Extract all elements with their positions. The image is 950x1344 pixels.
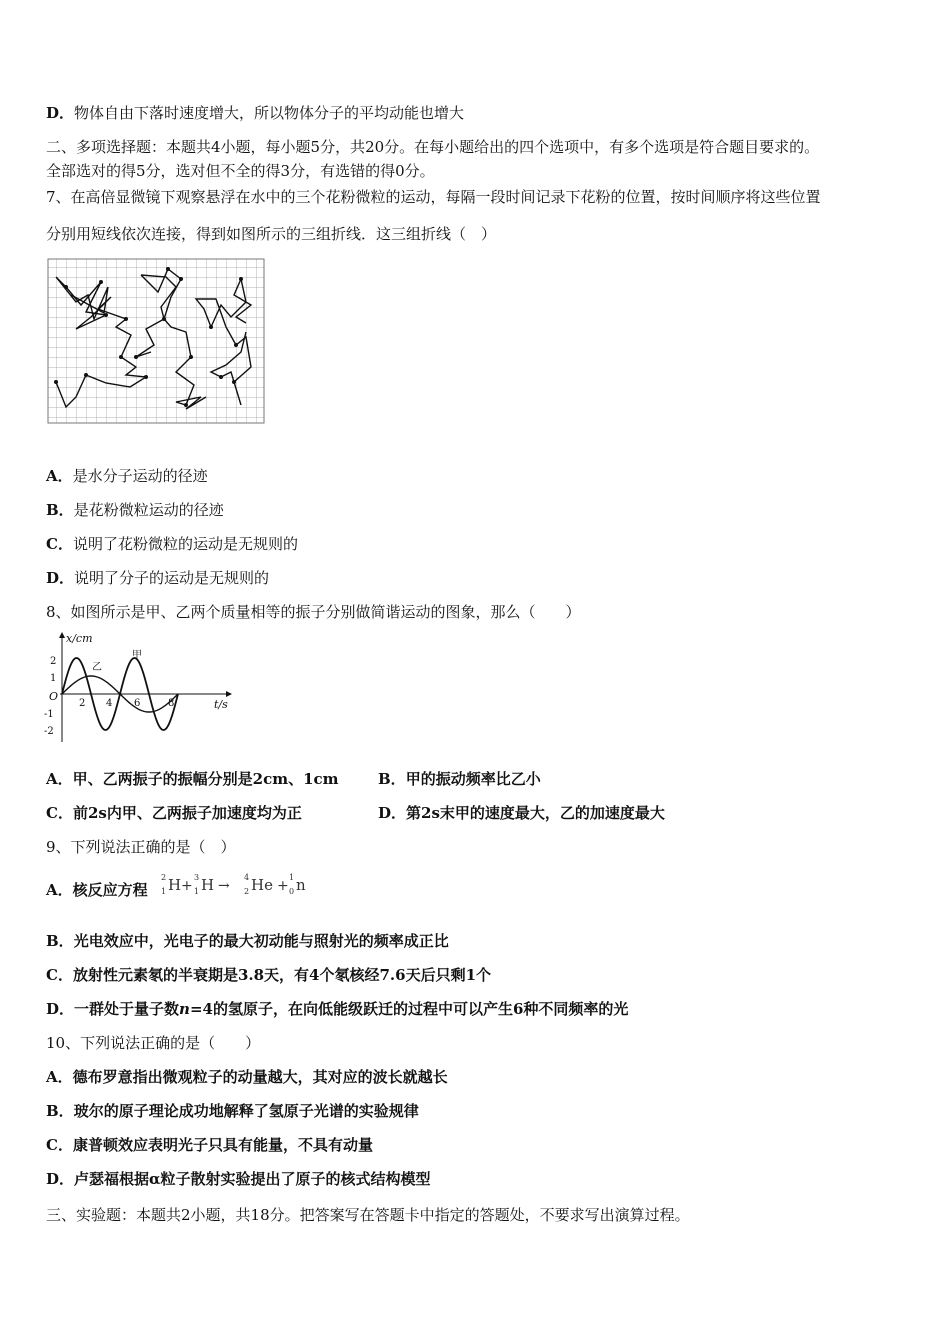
plus-sign: + xyxy=(277,878,289,894)
atomic-number: 0 xyxy=(289,887,295,896)
mass-number: 3 xyxy=(194,873,200,882)
q6-option-d xyxy=(46,103,464,123)
option-label: D． xyxy=(46,569,75,587)
y-tick-label: 2 xyxy=(50,656,57,667)
q9-option-b[interactable] xyxy=(46,931,449,951)
option-label: B． xyxy=(46,932,74,950)
q9-option-c[interactable] xyxy=(46,965,491,985)
brownian-motion-figure xyxy=(46,257,268,427)
option-text: 说明了分子的运动是无规则的 xyxy=(74,569,270,587)
x-tick-label: 8 xyxy=(168,698,175,709)
y-tick-label: -2 xyxy=(44,726,54,737)
quantum-number-variable: n xyxy=(179,1000,190,1018)
option-label: C． xyxy=(46,535,73,553)
option-label: D． xyxy=(46,1170,75,1188)
q7-option-c[interactable] xyxy=(46,534,298,554)
option-text: 康普顿效应表明光子只具有能量，不具有动量 xyxy=(72,1136,373,1154)
q10-stem: 10、下列说法正确的是（ ） xyxy=(46,1034,261,1052)
option-label: A． xyxy=(46,881,73,899)
x-tick-label: 2 xyxy=(79,698,86,709)
option-label: A． xyxy=(46,1068,73,1086)
option-text: 德布罗意指出微观粒子的动量越大，其对应的波长就越长 xyxy=(72,1068,448,1086)
option-text: 说明了花粉微粒的运动是无规则的 xyxy=(72,535,298,553)
x-axis-arrow xyxy=(226,691,232,697)
mass-number: 2 xyxy=(161,873,167,882)
q9-option-a[interactable] xyxy=(46,880,148,900)
q10-option-a[interactable] xyxy=(46,1067,448,1087)
y-tick-label: 1 xyxy=(50,673,57,684)
option-label: D． xyxy=(46,1000,75,1018)
option-text: 一群处于量子数 xyxy=(74,1000,180,1018)
option-text: 卢瑟福根据α粒子散射实验提出了原子的核式结构模型 xyxy=(74,1170,431,1188)
option-text: 前2s内甲、乙两振子加速度均为正 xyxy=(72,804,302,822)
q7-stem-line2: 分别用短线依次连接，得到如图所示的三组折线．这三组折线（ ） xyxy=(46,225,497,243)
nuclide-symbol: n xyxy=(296,876,306,894)
q7-option-b[interactable] xyxy=(46,500,224,520)
option-label: A． xyxy=(46,467,73,485)
q8-option-b[interactable] xyxy=(378,769,541,789)
section3-header: 三、实验题：本题共2小题，共18分。把答案写在答题卡中指定的答题处，不要求写出演算过程。 xyxy=(46,1206,690,1224)
option-text: 第2s末甲的速度最大，乙的加速度最大 xyxy=(406,804,665,822)
x-axis-label: t/s xyxy=(214,698,228,711)
nuclide-symbol: He xyxy=(251,876,273,894)
x-tick-label: 4 xyxy=(106,698,113,709)
option-label: C． xyxy=(46,804,73,822)
mass-number: 4 xyxy=(244,873,250,882)
q10-option-d[interactable] xyxy=(46,1169,431,1189)
mass-number: 1 xyxy=(289,873,295,882)
q9-stem: 9、下列说法正确的是（ ） xyxy=(46,838,236,856)
option-label: D． xyxy=(46,104,75,122)
q7-option-d[interactable] xyxy=(46,568,269,588)
q8-stem: 8、如图所示是甲、乙两个质量相等的振子分别做简谐运动的图象，那么（ ） xyxy=(46,603,581,621)
option-text-rest: =4的氢原子，在向低能级跃迁的过程中可以产生6种不同频率的光 xyxy=(189,1000,629,1018)
option-text: 放射性元素氡的半衰期是3.8天，有4个氡核经7.6天后只剩1个 xyxy=(72,966,492,984)
series-label-jia: 甲 xyxy=(132,650,142,661)
option-text: 核反应方程 xyxy=(72,881,148,899)
option-label: D． xyxy=(378,804,407,822)
q8-option-c[interactable] xyxy=(46,803,302,823)
section2-line1: 二、多项选择题：本题共4小题，每小题5分，共20分。在每小题给出的四个选项中，有多个选项是符合题目要求的。 xyxy=(46,138,820,156)
option-label: C． xyxy=(46,1136,73,1154)
nuclide-symbol: H xyxy=(168,876,182,894)
plus-sign: + xyxy=(181,878,193,894)
option-text: 甲、乙两振子的振幅分别是2cm、1cm xyxy=(72,770,339,788)
q10-option-c[interactable] xyxy=(46,1135,373,1155)
option-label: B． xyxy=(378,770,406,788)
atomic-number: 2 xyxy=(244,887,250,896)
option-label: B． xyxy=(46,1102,74,1120)
nuclide-symbol: H xyxy=(201,876,215,894)
y-tick-label: -1 xyxy=(44,709,54,720)
y-axis-arrow xyxy=(59,632,65,638)
shm-graph xyxy=(44,630,234,745)
x-tick-label: 6 xyxy=(134,698,141,709)
option-label: B． xyxy=(46,501,74,519)
q10-option-b[interactable] xyxy=(46,1101,419,1121)
option-text: 光电效应中，光电子的最大初动能与照射光的频率成正比 xyxy=(73,932,449,950)
option-label: A． xyxy=(46,770,73,788)
option-text: 玻尔的原子理论成功地解释了氢原子光谱的实验规律 xyxy=(73,1102,419,1120)
option-text: 是花粉微粒运动的径迹 xyxy=(73,501,224,519)
nuclear-equation xyxy=(160,870,320,900)
section2-line2: 全部选对的得5分，选对但不全的得3分，有选错的得0分。 xyxy=(46,162,435,180)
option-text: 甲的振动频率比乙小 xyxy=(405,770,541,788)
arrow-symbol: → xyxy=(218,878,230,894)
q9-option-d[interactable] xyxy=(46,999,628,1019)
atomic-number: 1 xyxy=(161,887,167,896)
series-label-yi: 乙 xyxy=(92,662,102,673)
option-label: C． xyxy=(46,966,73,984)
q7-stem-line1: 7、在高倍显微镜下观察悬浮在水中的三个花粉微粒的运动，每隔一段时间记录下花粉的位置，按时间顺序将这些位置 xyxy=(46,188,821,206)
q8-option-a[interactable] xyxy=(46,769,339,789)
atomic-number: 1 xyxy=(194,887,200,896)
q8-option-d[interactable] xyxy=(378,803,665,823)
option-text: 物体自由下落时速度增大，所以物体分子的平均动能也增大 xyxy=(74,104,465,122)
option-text: 是水分子运动的径迹 xyxy=(72,467,208,485)
origin-label: O xyxy=(49,690,59,703)
y-axis-label: x/cm xyxy=(66,632,93,645)
q7-option-a[interactable] xyxy=(46,466,208,486)
